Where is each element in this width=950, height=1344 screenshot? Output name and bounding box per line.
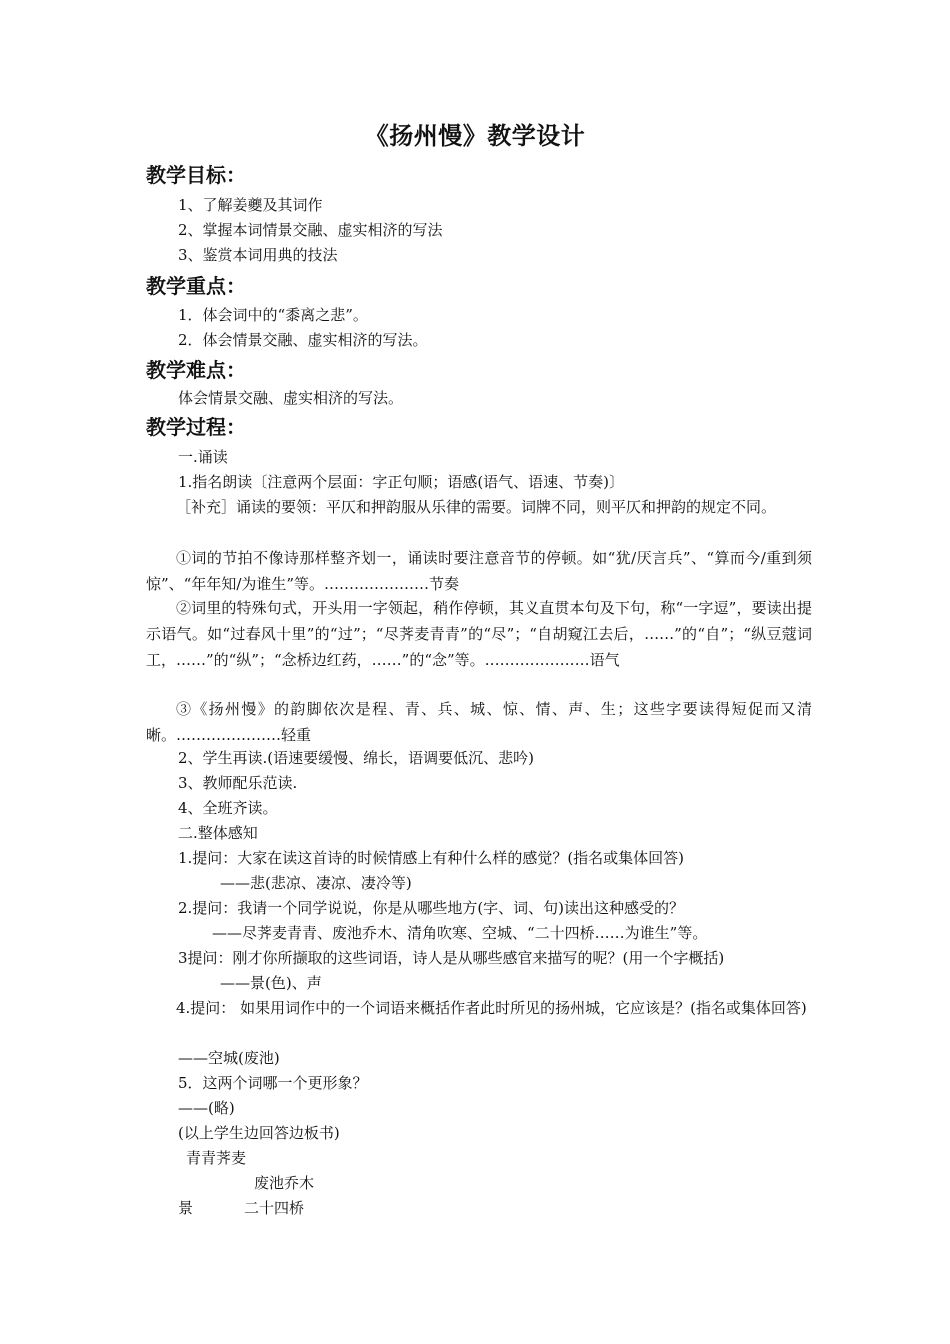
- board-note: (以上学生边回答边板书): [178, 1124, 340, 1142]
- process-line: 4、全班齐读。: [178, 799, 278, 817]
- difficulties-text: 体会情景交融、虚实相济的写法。: [178, 389, 404, 407]
- document-title: 《扬州慢》教学设计: [364, 122, 586, 150]
- process-paragraph: ②词里的特殊句式，开头用一字领起，稍作停顿，其义直贯本句及下句，称“一字逗”，要读出提示语气。如“过春风十里”的“过”；“尽荠麦青青”的“尽”；“自胡窥江去后，……”的“自”；“纵豆蔻词工，……”的“纵”；“念桥边红药，……”的“念”等。…………………语气: [146, 599, 812, 669]
- process-line: 3、教师配乐范读.: [178, 774, 298, 792]
- answer-line: ——景(色)、声: [220, 974, 322, 992]
- key-point-item: 2．体会情景交融、虚实相济的写法。: [178, 331, 428, 349]
- section-title: 一.诵读: [178, 448, 228, 466]
- question-line: 2.提问：我请一个同学说说，你是从哪些地方(字、词、句)读出这种感受的？: [178, 899, 685, 917]
- section-title: 二.整体感知: [178, 824, 258, 842]
- answer-line: ——(略): [178, 1099, 235, 1117]
- difficulties-heading: 教学难点：: [146, 358, 246, 382]
- process-heading: 教学过程：: [146, 415, 246, 439]
- answer-line: ——悲(悲凉、凄凉、凄冷等): [220, 874, 412, 892]
- board-text: 青青荠麦: [186, 1149, 247, 1167]
- question-line: 1.提问：大家在读这首诗的时候情感上有种什么样的感觉？(指名或集体回答): [178, 849, 685, 867]
- board-text: 废池乔木: [254, 1174, 315, 1192]
- answer-line: ——空城(废池): [178, 1049, 280, 1067]
- key-points-heading: 教学重点：: [146, 274, 246, 298]
- process-paragraph: ［补充］诵读的要领：平仄和押韵服从乐律的需要。词牌不同，则平仄和押韵的规定不同。: [176, 498, 777, 516]
- objective-item: 1、了解姜夔及其词作: [178, 196, 323, 214]
- board-text: 二十四桥: [244, 1199, 305, 1217]
- process-line: 2、学生再读.(语速要缓慢、绵长，语调要低沉、悲吟): [178, 749, 535, 767]
- question-line: 3提问：刚才你所撷取的这些词语，诗人是从哪些感官来描写的呢？(用一个字概括): [178, 949, 725, 967]
- objectives-heading: 教学目标：: [146, 163, 246, 187]
- process-line: 1.指名朗读〔注意两个层面：字正句顺；语感(语气、语速、节奏)〕: [178, 473, 625, 491]
- board-text: 景: [178, 1199, 194, 1217]
- objective-item: 3、鉴赏本词用典的技法: [178, 246, 338, 264]
- key-point-item: 1．体会词中的“黍离之悲”。: [178, 306, 368, 324]
- question-line: 5．这两个词哪一个更形象？: [178, 1074, 368, 1092]
- objective-item: 2、掌握本词情景交融、虚实相济的写法: [178, 221, 443, 239]
- process-paragraph: ①词的节拍不像诗那样整齐划一，诵读时要注意音节的停顿。如“犹/厌言兵”、“算而今/重到须惊”、“年年知/为谁生”等。…………………节奏: [146, 549, 812, 593]
- process-paragraph: ③《扬州慢》的韵脚依次是程、青、兵、城、惊、情、声、生；这些字要读得短促而又清晰。…………………轻重: [146, 700, 812, 744]
- question-paragraph: 4.提问： 如果用词作中的一个词语来概括作者此时所见的扬州城，它应该是？(指名或集体回答): [176, 999, 807, 1017]
- answer-line: ——尽荠麦青青、废池乔木、清角吹寒、空城、“二十四桥……为谁生”等。: [212, 924, 708, 942]
